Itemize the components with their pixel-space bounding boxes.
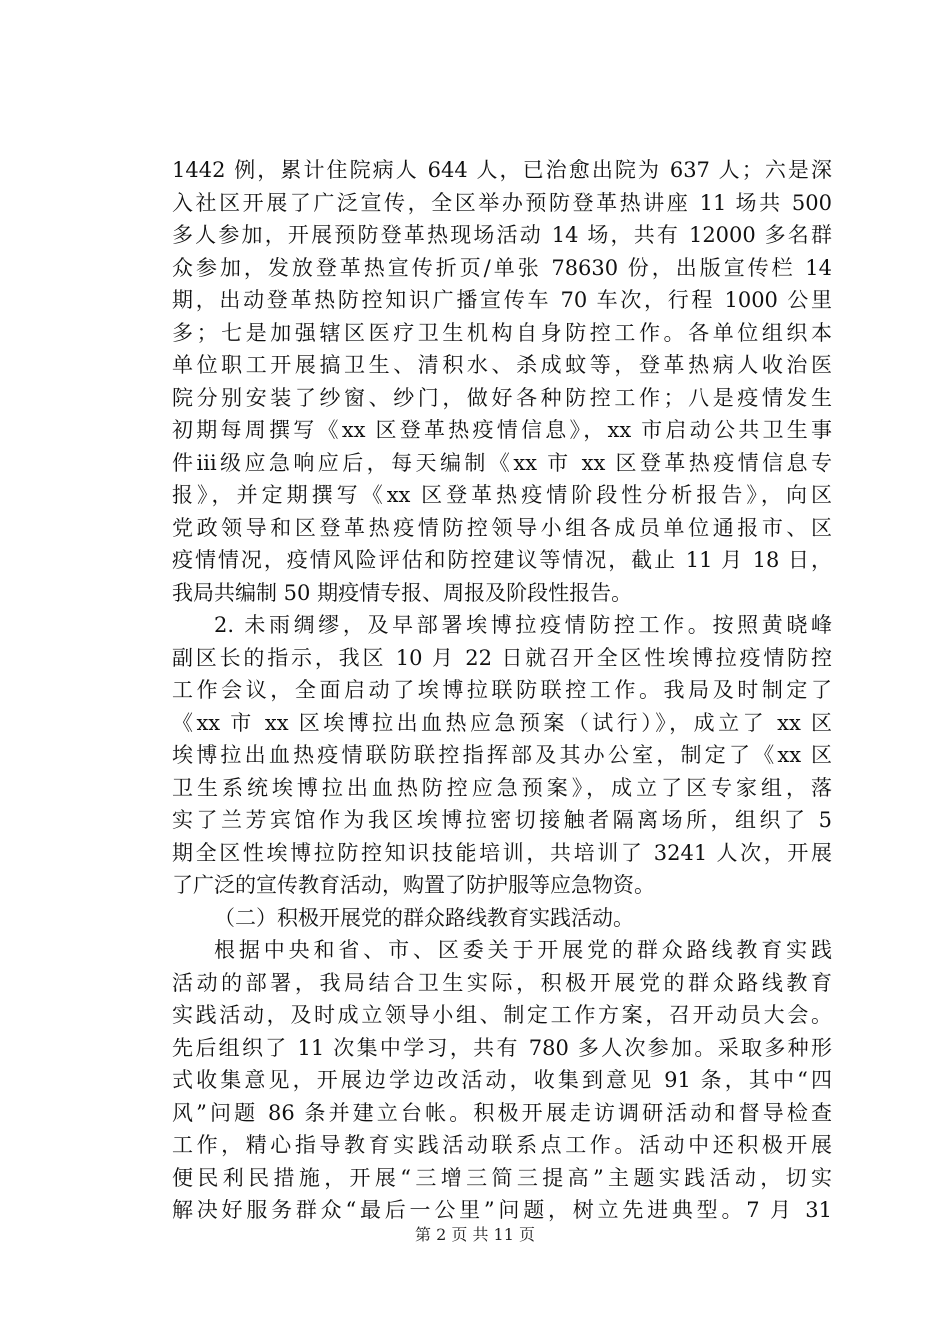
text-line: 先后组织了 11 次集中学习，共有 780 多人次参加。采取多种形	[172, 1035, 832, 1060]
text-line: 了广泛的宣传教育活动，购置了防护服等应急物资。	[172, 873, 655, 897]
text-line: 埃博拉出血热疫情联防联控指挥部及其办公室，制定了《xx 区	[172, 743, 833, 767]
section-heading: （二）积极开展党的群众路线教育实践活动。	[214, 905, 634, 930]
text-line: 便民利民措施，开展“三增三简三提高”主题实践活动，切实	[172, 1165, 832, 1190]
text-line: 单位职工开展搞卫生、清积水、杀成蚊等，登革热病人收治医	[172, 353, 832, 377]
text-line: 副区长的指示，我区 10 月 22 日就召开全区性埃博拉疫情防控	[172, 645, 832, 670]
text-line: 卫生系统埃博拉出血热防控应急预案》，成立了区专家组，落	[172, 775, 832, 800]
text-line: 实践活动，及时成立领导小组、制定工作方案，召开动员大会。	[172, 1003, 832, 1027]
text-line: 入社区开展了广泛宣传，全区举办预防登革热讲座 11 场共 500	[172, 190, 832, 215]
text-line: 式收集意见，开展边学边改活动，收集到意见 91 条，其中“四	[172, 1068, 832, 1092]
text-line: 《xx 市 xx 区埃博拉出血热应急预案（试行）》，成立了 xx 区	[172, 710, 832, 735]
text-line: 初期每周撰写《xx 区登革热疫情信息》，xx 市启动公共卫生事	[172, 418, 832, 442]
text-line: 党政领导和区登革热疫情防控领导小组各成员单位通报市、区	[172, 515, 832, 540]
text-line: 多人参加，开展预防登革热现场活动 14 场，共有 12000 多名群	[172, 223, 832, 247]
body-text	[172, 154, 832, 1227]
text-line: 活动的部署，我局结合卫生实际，积极开展党的群众路线教育	[172, 970, 832, 995]
page-footer	[0, 1222, 950, 1245]
text-line: 2. 未雨绸缪，及早部署埃博拉疫情防控工作。按照黄晓峰	[214, 613, 832, 637]
text-line: 工作，精心指导教育实践活动联系点工作。活动中还积极开展	[172, 1133, 832, 1157]
text-line: 1442 例，累计住院病人 644 人，已治愈出院为 637 人；六是深	[172, 158, 832, 182]
text-line: 期，出动登革热防控知识广播宣传车 70 车次，行程 1000 公里	[172, 288, 832, 312]
text-line: 件ⅲ级应急响应后，每天编制《xx 市 xx 区登革热疫情信息专	[172, 450, 832, 475]
text-line: 报》，并定期撰写《xx 区登革热疫情阶段性分析报告》，向区	[172, 483, 832, 507]
text-line: 根据中央和省、市、区委关于开展党的群众路线教育实践	[214, 938, 832, 962]
text-line: 众参加，发放登革热宣传折页/单张 78630 份，出版宣传栏 14	[172, 255, 832, 280]
text-line: 疫情情况，疫情风险评估和防控建议等情况，截止 11 月 18 日，	[172, 548, 832, 572]
text-line: 院分别安装了纱窗、纱门，做好各种防控工作；八是疫情发生	[172, 385, 832, 410]
page-number: 第 2 页 共 11 页	[415, 1225, 535, 1244]
text-line: 实了兰芳宾馆作为我区埃博拉密切接触者隔离场所，组织了 5	[172, 808, 832, 832]
text-line: 期全区性埃博拉防控知识技能培训，共培训了 3241 人次，开展	[172, 840, 832, 865]
text-line: 风”问题 86 条并建立台帐。积极开展走访调研活动和督导检查	[172, 1100, 832, 1125]
text-line: 我局共编制 50 期疫情专报、周报及阶段性报告。	[172, 580, 633, 605]
text-line: 工作会议，全面启动了埃博拉联防联控工作。我局及时制定了	[172, 678, 832, 702]
text-line: 多；七是加强辖区医疗卫生机构自身防控工作。各单位组织本	[172, 320, 832, 345]
text-line: 解决好服务群众“最后一公里”问题，树立先进典型。7 月 31	[172, 1198, 832, 1222]
